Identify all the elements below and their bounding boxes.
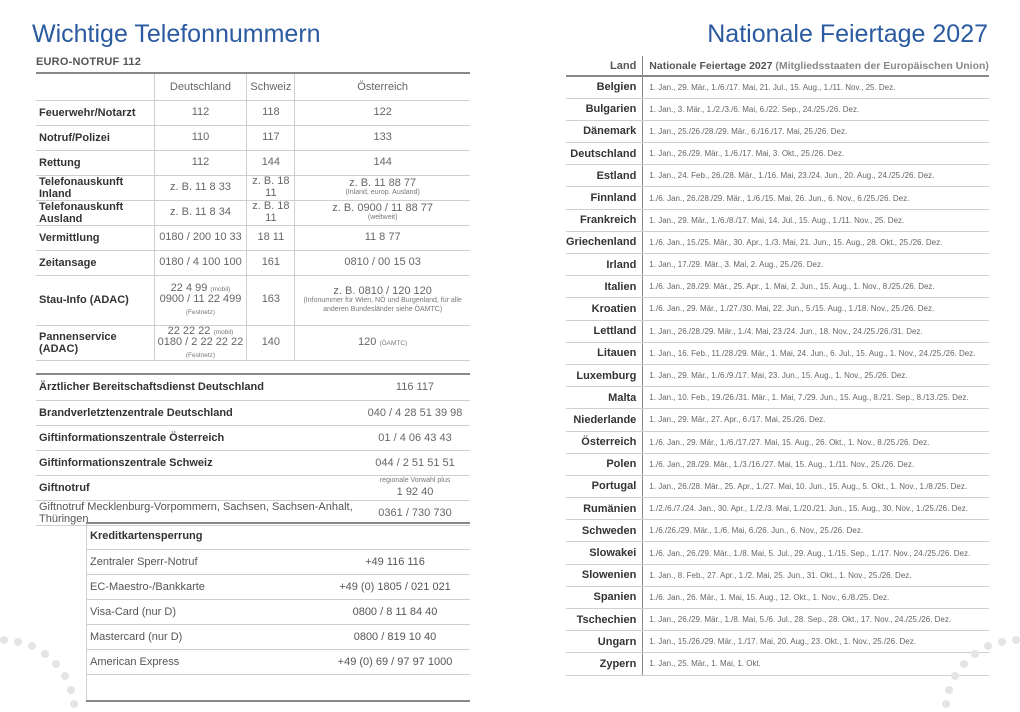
- holiday-dates: 1./6. Jan., 29. Mär., 1./27./30. Mai, 22. Jun., 5./15. Aug., 1./18. Nov., 25./26. Dez.: [643, 298, 989, 320]
- table-row: [86, 574, 470, 599]
- table-row: [566, 276, 989, 298]
- value-ch: 140: [247, 325, 295, 361]
- table-row: [566, 498, 989, 520]
- holiday-dates: 1. Jan., 8. Feb., 27. Apr., 1./2. Mai, 25. Jun., 31. Okt., 1. Nov., 25./26. Dez.: [643, 564, 989, 586]
- value-de: 0180 / 200 10 33: [154, 225, 247, 250]
- holiday-dates: 1. Jan., 25./26./28./29. Mär., 6./16./17. Mai, 25./26. Dez.: [643, 120, 989, 142]
- value-at: [295, 325, 470, 361]
- holiday-dates: 1. Jan., 16. Feb., 11./28./29. Mär., 1. Mai, 24. Jun., 6. Jul., 15. Aug., 1. Nov., 24./25./26. Dez.: [643, 342, 989, 364]
- row-label: American Express: [86, 649, 320, 674]
- table-row: [566, 453, 989, 475]
- country-name: Estland: [566, 165, 643, 187]
- row-value: [360, 475, 470, 500]
- table-row: [36, 150, 470, 175]
- holiday-dates: 1./6. Jan., 28./29. Mär., 1./3./16./27. Mai, 15. Aug., 1./11. Nov., 25./26. Dez.: [643, 453, 989, 475]
- value-text: 0900 / 11 22 499: [159, 293, 242, 306]
- emergency-header: EURO-NOTRUF 112: [36, 56, 142, 68]
- table-row: [36, 200, 470, 225]
- decorative-dot: [942, 700, 950, 708]
- table-row: [566, 542, 989, 564]
- table-row: [566, 209, 989, 231]
- decorative-dot: [41, 650, 49, 658]
- table-row: [86, 624, 470, 649]
- table-row: [566, 653, 989, 675]
- value-ch: 117: [247, 125, 295, 150]
- value-text: 120: [358, 336, 377, 349]
- row-value: +49 116 116: [320, 549, 470, 574]
- table-row: [86, 599, 470, 624]
- country-name: Finnland: [566, 187, 643, 209]
- table-row: [566, 231, 989, 253]
- row-value: 116 117: [360, 375, 470, 400]
- table-row: [36, 450, 470, 475]
- column-header: Deutschland: [154, 74, 247, 100]
- value-at: [295, 275, 470, 325]
- decorative-dot: [1012, 636, 1020, 644]
- value-note: (ÖAMTC): [379, 340, 408, 348]
- table-row: [566, 364, 989, 386]
- credit-header: Kreditkartensperrung: [86, 524, 470, 549]
- value-at: 122: [295, 100, 470, 125]
- value-note: (Infonummer für Wien, NÖ und Burgenland, für alle anderen Bundesländer siehe ÖAMTC): [303, 297, 462, 313]
- row-label: Giftnotruf Mecklenburg-Vorpommern, Sachsen, Sachsen-Anhalt, Thüringen: [36, 500, 360, 525]
- country-name: Schweden: [566, 520, 643, 542]
- country-name: Irland: [566, 254, 643, 276]
- country-name: Luxemburg: [566, 364, 643, 386]
- value-ch: 144: [247, 150, 295, 175]
- row-label: Giftnotruf: [36, 475, 360, 500]
- country-name: Belgien: [566, 76, 643, 98]
- country-name: Zypern: [566, 653, 643, 675]
- holiday-dates: 1./6. Jan., 15./25. Mär., 30. Apr., 1./3. Mai, 21. Jun., 15. Aug., 28. Okt., 25./26. Dez.: [643, 231, 989, 253]
- decorative-dot: [61, 672, 69, 680]
- holiday-dates: 1./6./26./29. Mär., 1./6. Mai, 6./26. Jun., 6. Nov., 25./26. Dez.: [643, 520, 989, 542]
- country-name: Ungarn: [566, 631, 643, 653]
- value-de: z. B. 11 8 33: [154, 175, 247, 200]
- table-row: [36, 250, 470, 275]
- decorative-dot: [67, 686, 75, 694]
- value-text: 0180 / 2 22 22 22: [157, 336, 244, 349]
- value-at: [295, 175, 470, 200]
- credit-card-block: [86, 522, 470, 675]
- value-note: (Festnetz): [185, 351, 216, 359]
- table-row: [566, 165, 989, 187]
- country-name: Malta: [566, 387, 643, 409]
- country-name: Italien: [566, 276, 643, 298]
- decorative-dot: [998, 638, 1006, 646]
- holiday-dates: 1. Jan., 17./29. Mär., 3. Mai, 2. Aug., 25./26. Dez.: [643, 254, 989, 276]
- country-name: Österreich: [566, 431, 643, 453]
- table-row: [86, 649, 470, 674]
- row-label: Zeitansage: [36, 250, 154, 275]
- table-row: [566, 409, 989, 431]
- value-de: 110: [154, 125, 247, 150]
- header-text: Nationale Feiertage 2027: [649, 59, 773, 72]
- value-at: [295, 200, 470, 225]
- value-note: (weltweit): [367, 214, 398, 222]
- table-row: [566, 586, 989, 608]
- decorative-dot: [971, 650, 979, 658]
- right-page-title: Nationale Feiertage 2027: [707, 20, 988, 48]
- row-label: Telefonauskunft Ausland: [36, 200, 154, 225]
- value-note: (mobil): [213, 328, 234, 336]
- decorative-dot: [0, 636, 8, 644]
- row-value: 040 / 4 28 51 39 98: [360, 400, 470, 425]
- value-note: (mobil): [210, 285, 231, 293]
- row-label: Giftinformationszentrale Österreich: [36, 425, 360, 450]
- country-name: Tschechien: [566, 609, 643, 631]
- value-text: z. B. 11 88 77: [349, 176, 417, 189]
- holiday-dates: 1. Jan., 25. Mär., 1. Mai, 1. Okt.: [643, 653, 989, 675]
- holidays-section: [566, 56, 989, 676]
- row-label: Brandverletztenzentrale Deutschland: [36, 400, 360, 425]
- holiday-dates: 1. Jan., 26./28./29. Mär., 1./4. Mai, 23./24. Jun., 18. Nov., 24./25./26./31. Dez.: [643, 320, 989, 342]
- table-row: [566, 98, 989, 120]
- value-de: [154, 275, 247, 325]
- table-row: [566, 120, 989, 142]
- holiday-dates: 1. Jan., 29. Mär., 1./6./8./17. Mai, 14. Jul., 15. Aug., 1./11. Nov., 25. Dez.: [643, 209, 989, 231]
- table-row: [36, 175, 470, 200]
- country-name: Griechenland: [566, 231, 643, 253]
- country-name: Lettland: [566, 320, 643, 342]
- value-at: 11 8 77: [295, 225, 470, 250]
- decorative-dot: [52, 660, 60, 668]
- holiday-dates: 1./2./6./7./24. Jan., 30. Apr., 1./2./3. Mai, 1./20./21. Jun., 15. Aug., 30. Nov., 1./25./26. Dez.: [643, 498, 989, 520]
- row-label: Telefonauskunft Inland: [36, 175, 154, 200]
- country-name: Kroatien: [566, 298, 643, 320]
- decorative-dot: [945, 686, 953, 694]
- value-at: 133: [295, 125, 470, 150]
- country-name: Portugal: [566, 475, 643, 497]
- holiday-dates: 1. Jan., 15./26./29. Mär., 1./17. Mai, 20. Aug., 23. Okt., 1. Nov., 25./26. Dez.: [643, 631, 989, 653]
- value-ch: 163: [247, 275, 295, 325]
- value-text: 1 92 40: [396, 485, 434, 498]
- value-at: 144: [295, 150, 470, 175]
- country-name: Bulgarien: [566, 98, 643, 120]
- value-text: 22 22 22: [167, 324, 211, 337]
- table-row: [36, 375, 470, 400]
- row-label: Visa-Card (nur D): [86, 599, 320, 624]
- country-name: Dänemark: [566, 120, 643, 142]
- holiday-dates: 1./6. Jan., 29. Mär., 1./6./17./27. Mai, 15. Aug., 26. Okt., 1. Nov., 8./25./26. Dez.: [643, 431, 989, 453]
- table-row: [566, 342, 989, 364]
- row-label: Notruf/Polizei: [36, 125, 154, 150]
- row-label: Zentraler Sperr-Notruf: [86, 549, 320, 574]
- table-row: [566, 387, 989, 409]
- decorative-dot: [28, 642, 36, 650]
- column-header-dates: [643, 56, 989, 76]
- decorative-dot: [984, 642, 992, 650]
- country-name: Frankreich: [566, 209, 643, 231]
- table-row: [566, 631, 989, 653]
- table-row: [566, 254, 989, 276]
- column-header: Österreich: [295, 74, 470, 100]
- table-row: [566, 76, 989, 98]
- value-ch: 161: [247, 250, 295, 275]
- decorative-dot: [70, 700, 78, 708]
- value-note: regionale Vorwahl plus: [379, 477, 451, 485]
- holidays-header: [566, 56, 989, 76]
- holiday-dates: 1. Jan., 26./29. Mär., 1./8. Mai, 5./6. Jul., 28. Sep., 28. Okt., 17. Nov., 24./25./26. Dez.: [643, 609, 989, 631]
- country-name: Rumänien: [566, 498, 643, 520]
- table-row: [566, 475, 989, 497]
- services-block: [36, 373, 470, 526]
- value-at: 0810 / 00 15 03: [295, 250, 470, 275]
- left-page-title: Wichtige Telefonnummern: [32, 20, 321, 48]
- country-name: Niederlande: [566, 409, 643, 431]
- emergency-table: [36, 74, 470, 361]
- country-name: Litauen: [566, 342, 643, 364]
- services-table: [36, 375, 470, 526]
- row-label: Rettung: [36, 150, 154, 175]
- credit-bottom-rule: [86, 700, 470, 702]
- table-row: [566, 564, 989, 586]
- emergency-table-header: [36, 74, 470, 100]
- holiday-dates: 1. Jan., 3. Mär., 1./2./3./6. Mai, 6./22. Sep., 24./25./26. Dez.: [643, 98, 989, 120]
- value-de: [154, 325, 247, 361]
- value-ch: z. B. 18 11: [247, 175, 295, 200]
- holiday-dates: 1. Jan., 26./28. Mär., 25. Apr., 1./27. Mai, 10. Jun., 15. Aug., 5. Okt., 1. Nov., 1./8./25. Dez.: [643, 475, 989, 497]
- row-label: Feuerwehr/Notarzt: [36, 100, 154, 125]
- table-row: [566, 298, 989, 320]
- credit-table: [86, 524, 470, 675]
- holidays-table: [566, 56, 989, 676]
- country-name: Slowenien: [566, 564, 643, 586]
- country-name: Spanien: [566, 586, 643, 608]
- row-label: Giftinformationszentrale Schweiz: [36, 450, 360, 475]
- value-ch: z. B. 18 11: [247, 200, 295, 225]
- table-row: [566, 520, 989, 542]
- holiday-dates: 1./6. Jan., 26. Mär., 1. Mai, 15. Aug., 12. Okt., 1. Nov., 6./8./25. Dez.: [643, 586, 989, 608]
- table-row: [566, 431, 989, 453]
- holiday-dates: 1. Jan., 29. Mär., 27. Apr., 6./17. Mai, 25./26. Dez.: [643, 409, 989, 431]
- table-row: [36, 275, 470, 325]
- holiday-dates: 1./6. Jan., 26./29. Mär., 1./8. Mai, 5. Jul., 29. Aug., 1./15. Sep., 1./17. Nov., 24./25./26. Dez.: [643, 542, 989, 564]
- row-value: 0361 / 730 730: [360, 500, 470, 525]
- table-row: [566, 187, 989, 209]
- country-name: Polen: [566, 453, 643, 475]
- decorative-dot: [951, 672, 959, 680]
- table-row: [86, 524, 470, 549]
- row-label: Stau-Info (ADAC): [36, 275, 154, 325]
- value-text: 22 4 99: [170, 281, 208, 294]
- table-row: [36, 400, 470, 425]
- value-de: 112: [154, 150, 247, 175]
- value-text: z. B. 0900 / 11 88 77: [332, 201, 433, 214]
- row-value: 044 / 2 51 51 51: [360, 450, 470, 475]
- phone-numbers-section: [36, 56, 470, 526]
- header-note: (Mitgliedsstaaten der Europäischen Union): [775, 59, 989, 72]
- row-value: +49 (0) 1805 / 021 021: [320, 574, 470, 599]
- table-row: [566, 143, 989, 165]
- value-ch: 118: [247, 100, 295, 125]
- table-row: [36, 100, 470, 125]
- decorative-dot: [960, 660, 968, 668]
- holiday-dates: 1. Jan., 24. Feb., 26./28. Mär., 1./16. Mai, 23./24. Jun., 20. Aug., 24./25./26. Dez.: [643, 165, 989, 187]
- column-header: Schweiz: [247, 74, 295, 100]
- value-de: z. B. 11 8 34: [154, 200, 247, 225]
- table-row: [566, 609, 989, 631]
- value-note: (Inland, europ. Ausland): [345, 189, 420, 197]
- row-value: 0800 / 8 11 84 40: [320, 599, 470, 624]
- row-value: +49 (0) 69 / 97 97 1000: [320, 649, 470, 674]
- table-row: [86, 549, 470, 574]
- row-label: Vermittlung: [36, 225, 154, 250]
- row-label: Mastercard (nur D): [86, 624, 320, 649]
- holiday-dates: 1. Jan., 26./29. Mär., 1./6./17. Mai, 3. Okt., 25./26. Dez.: [643, 143, 989, 165]
- row-value: 01 / 4 06 43 43: [360, 425, 470, 450]
- holiday-dates: 1. Jan., 29. Mär., 1./6./9./17. Mai, 23. Jun., 15. Aug., 1. Nov., 25./26. Dez.: [643, 364, 989, 386]
- value-ch: 18 11: [247, 225, 295, 250]
- table-row: [36, 425, 470, 450]
- table-row: [36, 325, 470, 361]
- table-row: [36, 225, 470, 250]
- holiday-dates: 1./6. Jan., 26./28./29. Mär., 1./6./15. Mai, 26. Jun., 6. Nov., 6./25./26. Dez.: [643, 187, 989, 209]
- row-label: EC-Maestro-/Bankkarte: [86, 574, 320, 599]
- decorative-dot: [14, 638, 22, 646]
- row-label: Ärztlicher Bereitschaftsdienst Deutschland: [36, 375, 360, 400]
- value-text: z. B. 0810 / 120 120: [333, 284, 432, 297]
- country-name: Slowakei: [566, 542, 643, 564]
- table-row: [36, 125, 470, 150]
- holiday-dates: 1. Jan., 10. Feb., 19./26./31. Mär., 1. Mai, 7./29. Jun., 15. Aug., 8./21. Sep., 8./13./25. Dez.: [643, 387, 989, 409]
- row-label: Pannenservice (ADAC): [36, 325, 154, 361]
- column-header-country: Land: [566, 56, 643, 76]
- row-value: 0800 / 819 10 40: [320, 624, 470, 649]
- value-note: (Festnetz): [185, 308, 216, 316]
- holiday-dates: 1./6. Jan., 28./29. Mär., 25. Apr., 1. Mai, 2. Jun., 15. Aug., 1. Nov., 8./25./26. Dez.: [643, 276, 989, 298]
- value-de: 112: [154, 100, 247, 125]
- holiday-dates: 1. Jan., 29. Mär., 1./6./17. Mai, 21. Jul., 15. Aug., 1./11. Nov., 25. Dez.: [643, 76, 989, 98]
- value-de: 0180 / 4 100 100: [154, 250, 247, 275]
- table-row: [566, 320, 989, 342]
- country-name: Deutschland: [566, 143, 643, 165]
- table-row: [36, 475, 470, 500]
